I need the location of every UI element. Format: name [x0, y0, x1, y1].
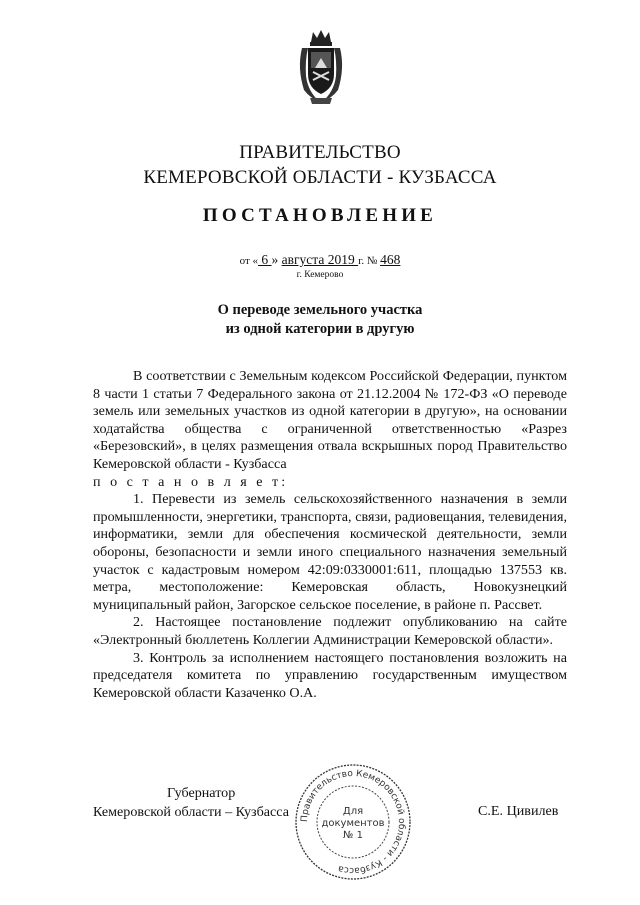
signatory-title-line-1: Губернатор	[167, 785, 236, 801]
stamp-center-line-2: документов	[321, 818, 385, 829]
signatory-title-line-2: Кемеровской области – Кузбасса	[93, 803, 289, 820]
document-subject	[0, 301, 640, 339]
stamp-ring-text: Правительство Кемеровской области - Кузбасса	[299, 768, 407, 876]
official-stamp	[293, 762, 413, 882]
coat-of-arms-emblem	[296, 28, 346, 106]
date-sep: »	[271, 252, 282, 267]
intro-paragraph: В соответствии с Земельным кодексом Российской Федерации, пунктом 8 части 1 статьи 7 Федерального закона от 21.12.2004 № 172-ФЗ «О переводе земель или земельных участков из одной категории в другую», на основании ходатайства общества с ограниченной ответственностью «Разрез «Березовский», в целях размещения отвала вскрышных пород Правительство Кемеровской области - Кузбасса	[93, 368, 567, 472]
item-3-paragraph: 3. Контроль за исполнением настоящего постановления возложить на председателя комитета по управлению государственным имуществом Кемеровской области Казаченко О.А.	[93, 649, 567, 701]
government-region: КЕМЕРОВСКОЙ ОБЛАСТИ - КУЗБАССА	[143, 167, 497, 188]
signatory-name: С.Е. Цивилев	[478, 803, 559, 819]
item-2-paragraph: 2. Настоящее постановление подлежит опубликованию на сайте «Электронный бюллетень Коллегии Администрации Кемеровской области».	[93, 614, 567, 648]
date-prefix: от «	[239, 255, 259, 267]
date-month-year: августа 2019	[281, 252, 359, 267]
document-type-heading: ПОСТАНОВЛЕНИЕ	[202, 205, 438, 226]
signatory-title	[93, 784, 289, 821]
subject-line-1: О переводе земельного участка	[217, 302, 423, 318]
date-number-line	[0, 252, 640, 268]
subject-line-2: из одной категории в другую	[225, 321, 415, 337]
stamp-center-line-1: Для	[342, 806, 364, 817]
date-year-suffix: г. №	[358, 255, 381, 267]
document-number: 468	[380, 252, 401, 267]
stamp-center-line-3: № 1	[343, 830, 363, 841]
item-1-paragraph: 1. Перевести из земель сельскохозяйственного назначения в земли промышленности, энергетики, транспорта, связи, радиовещания, телевидения, информатики, земли для обеспечения космической деятельности, земли обороны, безопасности и земли иного специального назначения земельный участок с кадастровым номером 42:09:0330001:611, площадью 137553 кв. метра, местоположение: Кемеровская область, Новокузнецкий муниципальный район, Загорское сельское поселение, в районе п. Рассвет.	[93, 491, 567, 613]
date-day: 6	[258, 252, 272, 267]
city-line: г. Кемерово	[296, 270, 344, 280]
decree-word: п о с т а н о в л я е т:	[93, 473, 289, 490]
government-title: ПРАВИТЕЛЬСТВО	[239, 142, 401, 163]
document-body	[93, 368, 567, 702]
